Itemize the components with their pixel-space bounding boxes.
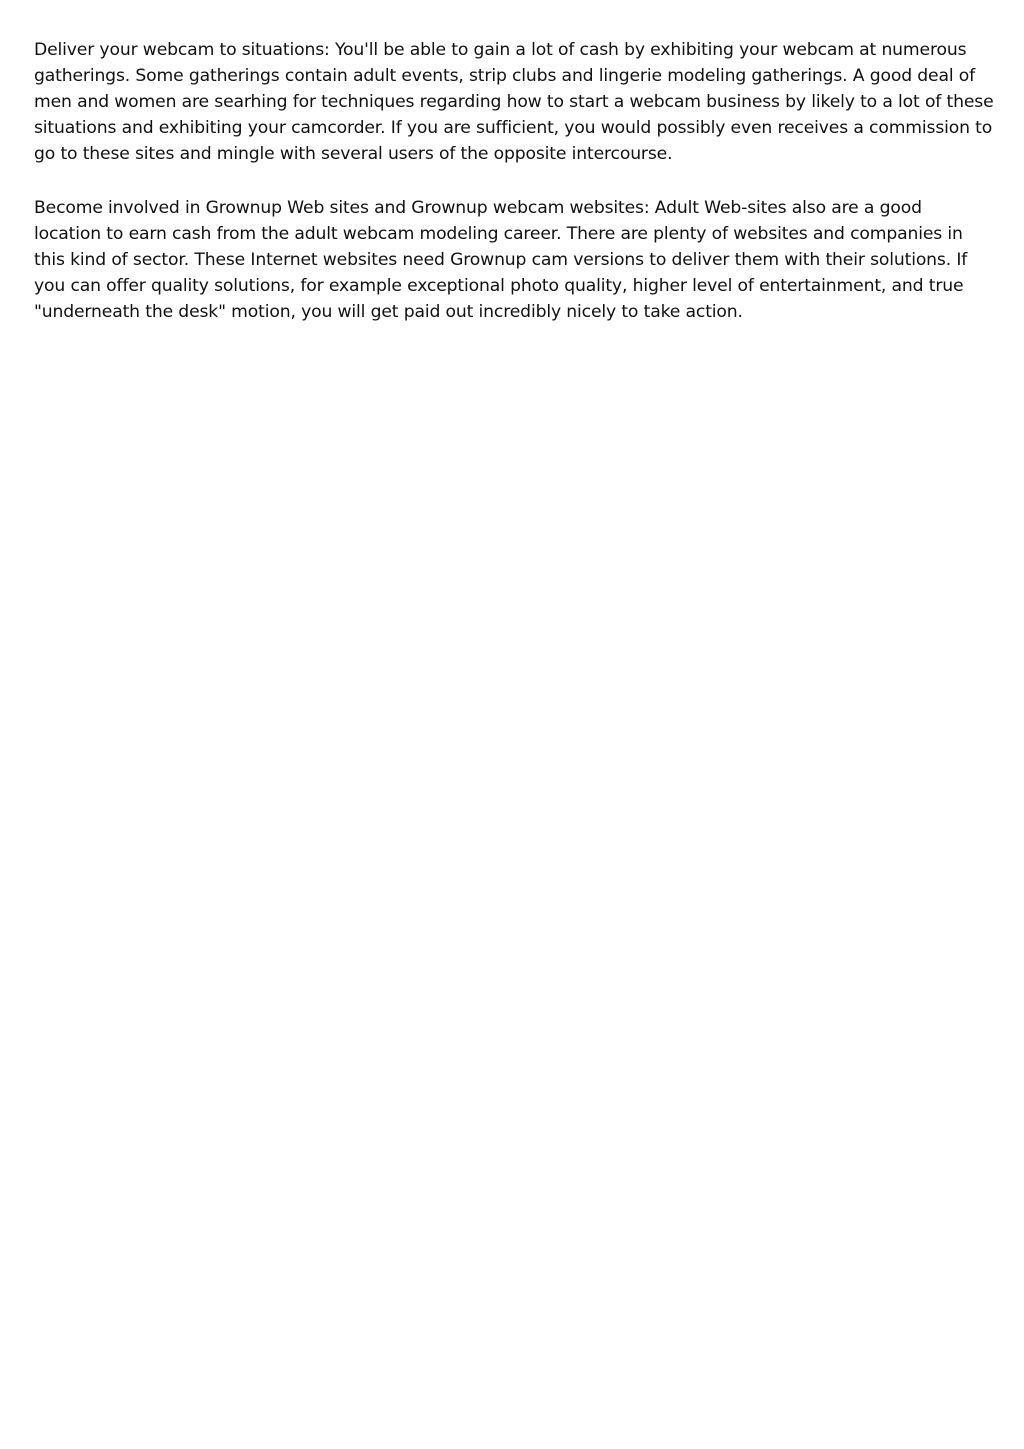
document-page — [34, 37, 994, 353]
paragraph: Become involved in Grownup Web sites and Grownup webcam websites: Adult Web-sites also are a good location to earn cash from the adult webcam modeling career. There are plenty of websites and companies in this kind of sector. These Internet websites need Grownup cam versions to deliver them with their solutions. If you can offer quality solutions, for example exceptional photo quality, higher level of entertainment, and true "underneath the desk" motion, you will get paid out incredibly nicely to take action. — [34, 198, 968, 322]
paragraph: Deliver your webcam to situations: You'll be able to gain a lot of cash by exhibiting your webcam at numerous gatherings. Some gatherings contain adult events, strip clubs and lingerie modeling gatherings. A good deal of men and women are searhing for techniques regarding how to start a webcam business by likely to a lot of these situations and exhibiting your camcorder. If you are sufficient, you would possibly even receives a commission to go to these sites and mingle with several users of the opposite intercourse. — [34, 40, 994, 164]
